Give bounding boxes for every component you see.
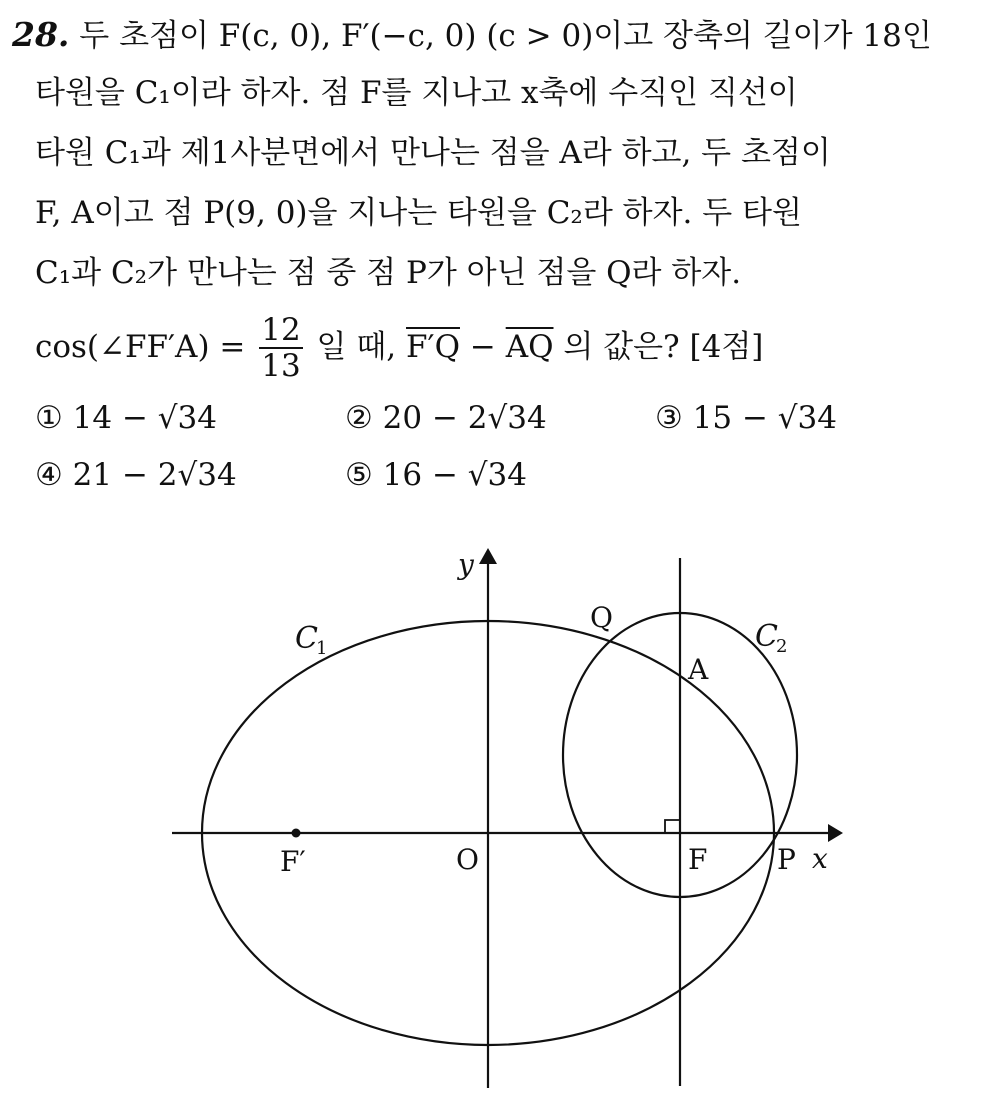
label-origin: O [456,843,479,876]
choice-1-text: 14 − √34 [72,400,217,436]
fraction-numerator: 12 [261,312,301,348]
minus-sign: − [469,328,496,365]
problem-number: 28. [12,15,70,54]
problem-line-4: F, A이고 점 P(9, 0)을 지나는 타원을 C₂라 하자. 두 타원 [35,195,802,231]
label-c2-subscript: 2 [776,636,788,657]
choice-3-label: ③ [655,400,683,436]
choice-2-text: 20 − 2√34 [382,400,547,436]
choice-5-text: 16 − √34 [382,457,527,493]
focus-fprime-dot [292,829,301,838]
choice-1-label: ① [35,400,63,436]
choice-3-text: 15 − √34 [692,400,837,436]
right-angle-marker [665,820,680,833]
choice-4-text: 21 − 2√34 [72,457,237,493]
choice-5-label: ⑤ [345,457,373,493]
choice-4-label: ④ [35,457,63,493]
label-a: A [688,653,709,686]
label-y: y [458,548,474,581]
fraction-denominator: 13 [261,347,301,384]
problem-line-3: 타원 C₁과 제1사분면에서 만나는 점을 A라 하고, 두 초점이 [35,135,831,171]
choice-2-label: ② [345,400,373,436]
label-x: x [812,842,828,875]
x-axis-arrow-icon [828,824,843,842]
problem-text-1: 두 초점이 F(c, 0), F′(−c, 0) (c > 0)이고 장축의 길이가 18인 [79,18,932,54]
label-q: Q [590,601,613,634]
label-c2: C [755,619,778,654]
problem-line-5: C₁과 C₂가 만나는 점 중 점 P가 아닌 점을 Q라 하자. [35,255,742,291]
problem-line-2: 타원을 C₁이라 하자. 점 F를 지나고 x축에 수직인 직선이 [35,75,798,111]
segment-fprime-q: F′Q [406,328,460,365]
label-fprime: F′ [280,845,306,878]
label-c1-subscript: 1 [316,638,328,659]
condition-prefix: cos(∠FF′A) = [35,328,246,365]
y-axis-arrow-icon [479,548,497,564]
label-p: P [777,843,796,876]
condition-suffix: 의 값은? [4점] [563,328,764,365]
segment-a-q: $\overline{AQ}$ [505,328,554,365]
label-f: F [688,843,708,876]
condition-mid: 일 때, [316,328,407,365]
label-c1: C [295,621,318,656]
